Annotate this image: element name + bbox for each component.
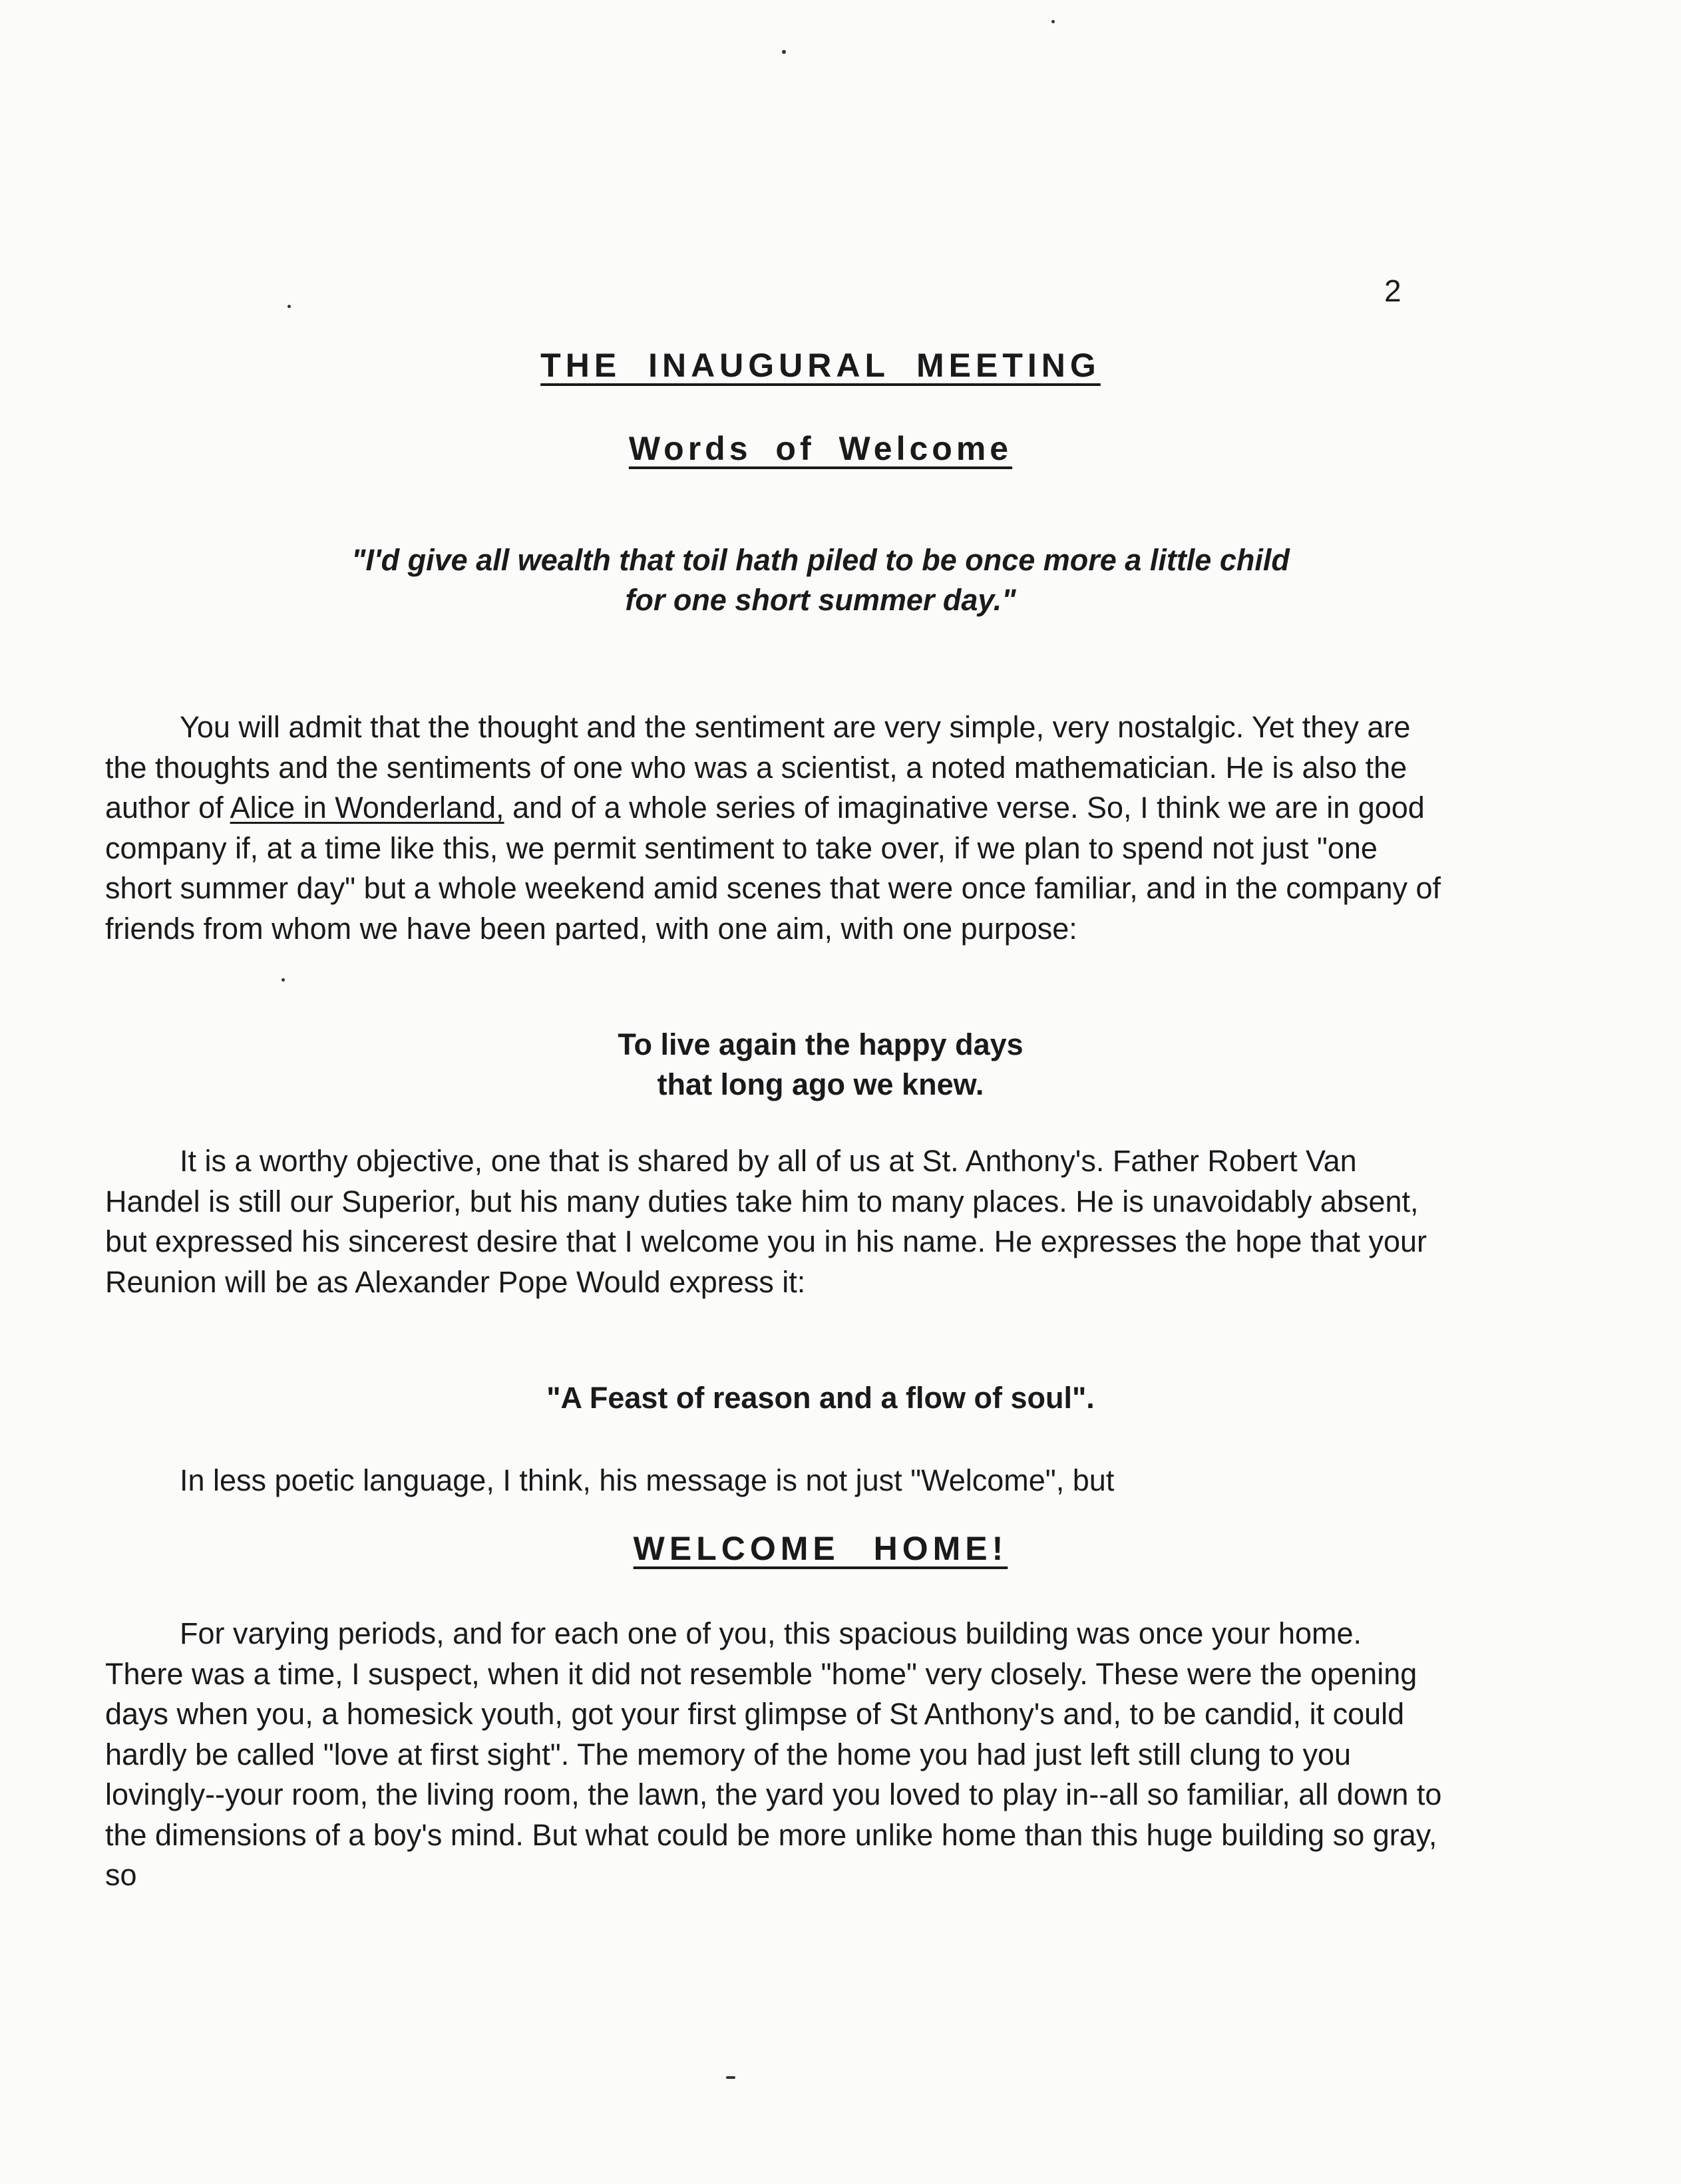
- paragraph-2-text: It is a worthy objective, one that is shared by all of us at St. Anthony's. Father Robert Van Handel is still our Superior, but his many duties take him to many places. He is unavoidably absent, but expressed his sincerest desire that I welcome you in his name. He expresses the hope that your Reunion will be as Alexander Pope Would express it:: [105, 1144, 1427, 1299]
- epigraph-line-1: "I'd give all wealth that toil hath piled to be once more a little child: [351, 543, 1290, 577]
- paragraph-1-text-before: You will admit that the thought and the sentiment are very simple, very nostalgic. Yet they are the thoughts and the sentiments of one who was a scientist, a noted mathematician. He is also the author of: [105, 710, 1411, 824]
- page-title: [0, 346, 1641, 385]
- paragraph-1: [105, 707, 1443, 949]
- epigraph-quote: [0, 540, 1641, 620]
- page-title-text: THE INAUGURAL MEETING: [540, 347, 1101, 384]
- paragraph-4: [105, 1614, 1443, 1896]
- scan-speck: [1051, 20, 1055, 23]
- welcome-home-text: WELCOME HOME!: [633, 1530, 1008, 1567]
- center-quote: [0, 1025, 1641, 1105]
- epigraph-line-2: for one short summer day.": [625, 583, 1016, 617]
- pope-quote: "A Feast of reason and a flow of soul".: [546, 1381, 1095, 1415]
- book-title: Alice in Wonderland,: [230, 791, 504, 824]
- scan-speck: [281, 978, 285, 982]
- section-subtitle: [0, 429, 1641, 468]
- section-subtitle-text: Words of Welcome: [628, 430, 1013, 467]
- scan-speck: [782, 50, 786, 54]
- center-quote-line-1: To live again the happy days: [618, 1027, 1024, 1061]
- welcome-home-heading: [0, 1529, 1641, 1568]
- center-quote-line-2: that long ago we knew.: [657, 1067, 984, 1101]
- page-number: 2: [1384, 273, 1401, 308]
- paragraph-1-text-after: and of a whole series of imaginative verse. So, I think we are in good company if, at a time like this, we permit sentiment to take over, if we plan to spend not just "one short summer day" but a whole weekend amid scenes that were once familiar, and in the company of friends from whom we have been parted, with one aim, with one purpose:: [105, 791, 1441, 946]
- paragraph-3: In less poetic language, I think, his message is not just "Welcome", but: [180, 1463, 1115, 1497]
- paragraph-4-text: For varying periods, and for each one of you, this spacious building was once your home. There was a time, I suspect, when it did not resemble "home" very closely. These were the opening days when you, a homesick youth, got your first glimpse of St Anthony's and, to be candid, it could hardly be called "love at first sight". The memory of the home you had just left still clung to you lovingly--your room, the living room, the lawn, the yard you loved to play in--all so familiar, all down to the dimensions of a boy's mind. But what could be more unlike home than this huge building so gray, so: [105, 1616, 1442, 1892]
- scan-speck: [726, 2076, 735, 2079]
- scan-speck: [287, 305, 291, 308]
- paragraph-2: [105, 1141, 1443, 1302]
